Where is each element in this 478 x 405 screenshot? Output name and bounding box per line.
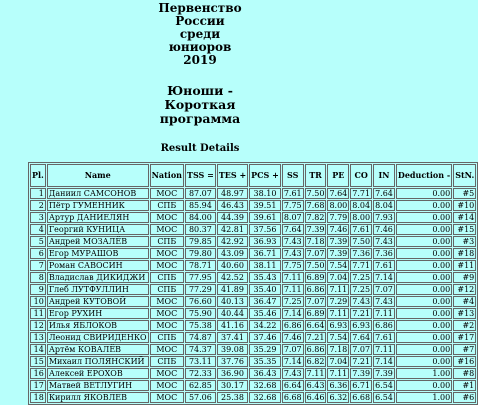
skater-name-cell: Алексей ЕРОХОВ <box>47 368 149 379</box>
table-row <box>30 284 476 295</box>
skater-name-cell: Роман САВОСИН <box>47 260 149 271</box>
in-cell: 7.43 <box>375 297 393 306</box>
place-cell: 7 <box>30 260 46 271</box>
deduction-cell: 0.00 <box>396 284 452 295</box>
tss-cell: 84.00 <box>185 212 216 223</box>
col-start-number-header: StN. <box>453 164 476 187</box>
pe-cell: 7.39 <box>329 249 348 258</box>
tss-cell: 79.85 <box>185 236 216 247</box>
tss-cell: 78.71 <box>185 260 216 271</box>
tr-cell: 7.82 <box>306 213 325 222</box>
tss-cell: 73.11 <box>185 356 216 367</box>
tss-cell: 74.37 <box>185 344 216 355</box>
ss-cell: 7.43 <box>283 249 302 258</box>
co-cell: 7.21 <box>352 357 371 366</box>
deduction-cell: 0.00 <box>396 236 452 247</box>
start-number-cell: #16 <box>453 356 476 367</box>
nation-cell: МОС <box>150 212 184 223</box>
tes-cell: 42.81 <box>217 224 248 235</box>
nation-cell: СПБ <box>150 236 184 247</box>
start-number-cell: #12 <box>453 284 476 295</box>
results-body <box>30 188 476 403</box>
table-row <box>30 188 476 199</box>
pcs-cell: 39.61 <box>249 212 281 223</box>
tr-cell: 6.82 <box>306 357 325 366</box>
pcs-cell: 35.35 <box>249 356 281 367</box>
pe-cell: 7.54 <box>329 261 348 270</box>
tr-cell: 6.86 <box>306 345 325 354</box>
tes-cell: 40.60 <box>217 260 248 271</box>
ss-cell: 7.43 <box>283 237 302 246</box>
skater-name-cell: Даниил САМСОНОВ <box>47 188 149 199</box>
pcs-cell: 37.46 <box>249 332 281 343</box>
pe-cell: 6.36 <box>329 381 348 390</box>
skater-name-cell: Андрей КУТОВОЙ <box>47 296 149 307</box>
in-cell: 6.54 <box>375 381 393 390</box>
co-cell: 7.36 <box>352 249 371 258</box>
nation-cell: МОС <box>150 380 184 391</box>
col-place-header: Pl. <box>30 164 46 187</box>
pcs-cell: 35.40 <box>249 284 281 295</box>
pcs-cell: 36.43 <box>249 368 281 379</box>
skater-name-cell: Пётр ГУМЕННИК <box>47 200 149 211</box>
pcs-cell: 36.47 <box>249 296 281 307</box>
segment-title-line: Короткая <box>164 97 236 112</box>
in-cell: 8.04 <box>375 201 393 210</box>
start-number-cell: #17 <box>453 332 476 343</box>
nation-cell: МОС <box>150 260 184 271</box>
pe-cell: 6.32 <box>329 393 348 402</box>
skater-name-cell: Артём КОВАЛЁВ <box>47 344 149 355</box>
tes-cell: 39.08 <box>217 344 248 355</box>
table-row <box>30 332 476 343</box>
co-cell: 7.07 <box>352 345 371 354</box>
tss-cell: 85.94 <box>185 200 216 211</box>
table-row <box>30 236 476 247</box>
deduction-cell: 0.00 <box>396 200 452 211</box>
start-number-cell: #2 <box>453 320 476 331</box>
place-cell: 11 <box>30 308 46 319</box>
segment-title-line: программа <box>159 111 241 126</box>
start-number-cell: #8 <box>453 368 476 379</box>
tss-cell: 77.95 <box>185 272 216 283</box>
start-number-cell: #13 <box>453 308 476 319</box>
pcs-cell: 34.22 <box>249 320 281 331</box>
co-cell: 7.50 <box>352 237 371 246</box>
deduction-cell: 0.00 <box>396 260 452 271</box>
start-number-cell: #11 <box>453 260 476 271</box>
pe-cell: 7.11 <box>329 309 348 318</box>
tss-cell: 79.80 <box>185 248 216 259</box>
tr-cell: 6.89 <box>306 273 325 282</box>
place-cell: 17 <box>30 380 46 391</box>
start-number-cell: #5 <box>453 188 476 199</box>
ss-cell: 8.07 <box>283 213 302 222</box>
pe-cell: 7.29 <box>329 297 348 306</box>
ss-cell: 7.61 <box>283 189 302 198</box>
event-title-line: 2019 <box>183 53 217 67</box>
tr-cell: 7.39 <box>306 225 325 234</box>
tes-cell: 44.39 <box>217 212 248 223</box>
pcs-cell: 35.43 <box>249 272 281 283</box>
skater-name-cell: Егор МУРАШОВ <box>47 248 149 259</box>
in-cell: 7.14 <box>375 357 393 366</box>
event-title-line: России <box>175 14 225 28</box>
tss-cell: 74.87 <box>185 332 216 343</box>
tes-cell: 41.89 <box>217 284 248 295</box>
skater-name-cell: Михаил ПОЛЯНСКИЙ <box>47 356 149 367</box>
start-number-cell: #9 <box>453 272 476 283</box>
in-cell: 6.54 <box>375 393 393 402</box>
tr-cell: 7.18 <box>306 237 325 246</box>
pcs-cell: 38.10 <box>249 188 281 199</box>
tes-cell: 48.97 <box>217 188 248 199</box>
co-cell: 6.71 <box>352 381 371 390</box>
pcs-cell: 38.11 <box>249 260 281 271</box>
tes-cell: 40.13 <box>217 296 248 307</box>
ss-cell: 7.14 <box>283 357 302 366</box>
ss-cell: 7.43 <box>283 369 302 378</box>
deduction-cell: 0.00 <box>396 272 452 283</box>
nation-cell: СПБ <box>150 356 184 367</box>
in-cell: 7.46 <box>375 225 393 234</box>
tss-cell: 80.37 <box>185 224 216 235</box>
deduction-cell: 0.00 <box>396 224 452 235</box>
tes-cell: 42.52 <box>217 272 248 283</box>
in-cell: 7.11 <box>375 309 393 318</box>
start-number-cell: #18 <box>453 248 476 259</box>
event-title-line: среди <box>179 27 221 41</box>
tes-cell: 25.38 <box>217 392 248 403</box>
table-row <box>30 260 476 271</box>
co-cell: 7.64 <box>352 333 371 342</box>
pcs-cell: 32.68 <box>249 392 281 403</box>
ss-cell: 6.68 <box>283 393 302 402</box>
tss-cell: 77.29 <box>185 284 216 295</box>
place-cell: 4 <box>30 224 46 235</box>
table-row <box>30 308 476 319</box>
deduction-cell: 0.00 <box>396 296 452 307</box>
place-cell: 9 <box>30 284 46 295</box>
event-title-line: Первенство <box>158 1 242 15</box>
start-number-cell: #14 <box>453 212 476 223</box>
place-cell: 6 <box>30 248 46 259</box>
col-tes-header: TES + <box>217 164 248 187</box>
start-number-cell: #6 <box>453 392 476 403</box>
skater-name-cell: Егор РУХИН <box>47 308 149 319</box>
col-pcs-header: PCS + <box>249 164 281 187</box>
skater-name-cell: Владислав ДИКИДЖИ <box>47 272 149 283</box>
in-cell: 7.43 <box>375 237 393 246</box>
place-cell: 8 <box>30 272 46 283</box>
table-row <box>30 368 476 379</box>
start-number-cell: #7 <box>453 344 476 355</box>
col-name-header: Name <box>47 164 149 187</box>
tss-cell: 62.85 <box>185 380 216 391</box>
col-deduction-header: Deduction - <box>396 164 452 187</box>
segment-title <box>0 84 400 126</box>
deduction-cell: 0.00 <box>396 380 452 391</box>
tss-cell: 75.38 <box>185 320 216 331</box>
tr-cell: 7.21 <box>306 333 325 342</box>
nation-cell: СПБ <box>150 284 184 295</box>
skater-name-cell: Георгий КУНИЦА <box>47 224 149 235</box>
pcs-cell: 35.29 <box>249 344 281 355</box>
in-cell: 6.86 <box>375 321 393 330</box>
pe-cell: 6.93 <box>329 321 348 330</box>
place-cell: 2 <box>30 200 46 211</box>
col-pe-header: PE <box>327 164 349 187</box>
table-row <box>30 248 476 259</box>
nation-cell: СПБ <box>150 272 184 283</box>
place-cell: 16 <box>30 368 46 379</box>
table-row <box>30 344 476 355</box>
tr-cell: 6.43 <box>306 381 325 390</box>
skater-name-cell: Леонид СВИРИДЕНКО <box>48 333 147 342</box>
table-row <box>30 272 476 283</box>
deduction-cell: 0.00 <box>396 356 452 367</box>
deduction-cell: 0.00 <box>396 248 452 259</box>
pcs-cell: 37.56 <box>249 224 281 235</box>
pe-cell: 7.54 <box>329 333 348 342</box>
deduction-cell: 0.00 <box>396 332 452 343</box>
col-tr-header: TR <box>305 164 327 187</box>
col-tss-header: TSS = <box>185 164 216 187</box>
deduction-cell: 0.00 <box>396 212 452 223</box>
nation-cell: МОС <box>150 224 184 235</box>
ss-cell: 7.64 <box>283 225 302 234</box>
place-cell: 14 <box>30 344 46 355</box>
in-cell: 7.61 <box>375 261 393 270</box>
pe-cell: 7.39 <box>329 237 348 246</box>
nation-cell: МОС <box>150 368 184 379</box>
place-cell: 5 <box>30 236 46 247</box>
tss-cell: 87.07 <box>185 188 216 199</box>
table-row <box>30 296 476 307</box>
ss-cell: 7.07 <box>283 345 302 354</box>
skater-name-cell: Матвей ВЕТЛУГИН <box>47 380 149 391</box>
table-row <box>30 200 476 211</box>
co-cell: 7.61 <box>352 225 371 234</box>
tss-cell: 57.06 <box>185 392 216 403</box>
col-co-header: CO <box>350 164 372 187</box>
in-cell: 7.39 <box>375 369 393 378</box>
tr-cell: 7.11 <box>306 369 325 378</box>
place-cell: 3 <box>30 212 46 223</box>
place-cell: 10 <box>30 296 46 307</box>
ss-cell: 7.11 <box>283 273 302 282</box>
tes-cell: 42.92 <box>217 236 248 247</box>
deduction-cell: 1.00 <box>396 392 452 403</box>
co-cell: 7.71 <box>352 261 371 270</box>
pe-cell: 7.46 <box>329 225 348 234</box>
in-cell: 7.36 <box>375 249 393 258</box>
pcs-cell: 35.46 <box>249 308 281 319</box>
tes-cell: 36.90 <box>217 368 248 379</box>
start-number-cell: #10 <box>453 200 476 211</box>
in-cell: 7.07 <box>375 285 393 294</box>
header-row <box>30 164 476 187</box>
table-row <box>30 356 476 367</box>
place-cell: 18 <box>30 392 46 403</box>
ss-cell: 7.75 <box>283 201 302 210</box>
pe-cell: 7.11 <box>329 285 348 294</box>
start-number-cell: #4 <box>453 296 476 307</box>
segment-title-line: Юноши - <box>167 83 233 98</box>
tr-cell: 6.86 <box>306 285 325 294</box>
tr-cell: 6.64 <box>306 321 325 330</box>
tss-cell: 72.33 <box>185 368 216 379</box>
tss-cell: 76.60 <box>185 296 216 307</box>
tes-cell: 43.09 <box>217 248 248 259</box>
pe-cell: 7.04 <box>329 357 348 366</box>
col-in-header: IN <box>373 164 395 187</box>
co-cell: 7.21 <box>352 309 371 318</box>
skater-name-cell: Илья ЯБЛОКОВ <box>47 320 149 331</box>
pe-cell: 7.18 <box>329 345 348 354</box>
place-cell: 12 <box>30 320 46 331</box>
nation-cell: СПБ <box>150 332 184 343</box>
in-cell: 7.61 <box>375 333 393 342</box>
nation-cell: МОС <box>150 344 184 355</box>
skater-name-cell: Глеб ЛУТФУЛЛИН <box>47 284 149 295</box>
pe-cell: 7.04 <box>329 273 348 282</box>
nation-cell: МОС <box>150 248 184 259</box>
in-cell: 7.11 <box>375 345 393 354</box>
nation-cell: МОС <box>150 308 184 319</box>
co-cell: 7.43 <box>352 297 371 306</box>
tes-cell: 37.76 <box>217 356 248 367</box>
ss-cell: 7.75 <box>283 261 302 270</box>
in-cell: 7.93 <box>375 213 393 222</box>
co-cell: 6.68 <box>352 393 371 402</box>
deduction-cell: 0.00 <box>396 344 452 355</box>
deduction-cell: 0.00 <box>396 188 452 199</box>
ss-cell: 7.14 <box>283 309 302 318</box>
pcs-cell: 36.71 <box>249 248 281 259</box>
deduction-cell: 0.00 <box>396 308 452 319</box>
tss-cell: 75.90 <box>185 308 216 319</box>
tes-cell: 40.44 <box>217 308 248 319</box>
ss-cell: 6.64 <box>283 381 302 390</box>
pcs-cell: 36.93 <box>249 236 281 247</box>
table-row <box>30 212 476 223</box>
event-title <box>0 2 400 67</box>
nation-cell: МОС <box>150 188 184 199</box>
ss-cell: 6.86 <box>283 321 302 330</box>
co-cell: 7.39 <box>352 369 371 378</box>
skater-name-cell: Артур ДАНИЕЛЯН <box>47 212 149 223</box>
deduction-cell: 0.00 <box>396 320 452 331</box>
ss-cell: 7.25 <box>283 297 302 306</box>
tes-cell: 41.16 <box>217 320 248 331</box>
tr-cell: 7.50 <box>306 261 325 270</box>
in-cell: 7.64 <box>375 189 393 198</box>
co-cell: 7.71 <box>352 189 371 198</box>
skater-name-cell: Кирилл ЯКОВЛЕВ <box>47 392 149 403</box>
deduction-cell: 1.00 <box>396 368 452 379</box>
tr-cell: 7.07 <box>306 297 325 306</box>
tr-cell: 7.68 <box>306 201 325 210</box>
pe-cell: 7.79 <box>329 213 348 222</box>
tr-cell: 6.89 <box>306 309 325 318</box>
table-row <box>30 392 476 403</box>
ss-cell: 7.11 <box>283 285 302 294</box>
pe-cell: 8.00 <box>329 201 348 210</box>
place-cell: 1 <box>30 188 46 199</box>
place-cell: 15 <box>30 356 46 367</box>
start-number-cell: #3 <box>453 236 476 247</box>
col-ss-header: SS <box>282 164 304 187</box>
nation-cell: СПБ <box>150 200 184 211</box>
tes-cell: 46.43 <box>217 200 248 211</box>
result-details-heading: Result Details <box>160 143 240 154</box>
co-cell: 8.04 <box>352 201 371 210</box>
table-row <box>30 224 476 235</box>
start-number-cell: #1 <box>453 380 476 391</box>
pe-cell: 7.64 <box>329 189 348 198</box>
co-cell: 7.25 <box>352 285 371 294</box>
skater-name-cell: Андрей МОЗАЛЁВ <box>47 236 149 247</box>
table-row <box>30 380 476 391</box>
co-cell: 6.93 <box>352 321 371 330</box>
nation-cell: МОС <box>150 320 184 331</box>
nation-cell: МОС <box>150 296 184 307</box>
tes-cell: 37.41 <box>217 332 248 343</box>
tr-cell: 7.50 <box>306 189 325 198</box>
start-number-cell: #15 <box>453 224 476 235</box>
tr-cell: 7.07 <box>306 249 325 258</box>
pe-cell: 7.11 <box>329 369 348 378</box>
nation-cell: МОС <box>150 392 184 403</box>
ss-cell: 7.46 <box>283 333 302 342</box>
col-nation-header: Nation <box>150 164 184 187</box>
co-cell: 7.25 <box>352 273 371 282</box>
in-cell: 7.14 <box>375 273 393 282</box>
event-title-line: юниоров <box>168 40 232 54</box>
table-row <box>30 320 476 331</box>
co-cell: 8.00 <box>352 213 371 222</box>
tes-cell: 30.17 <box>217 380 248 391</box>
tr-cell: 6.46 <box>306 393 325 402</box>
place-cell: 13 <box>30 332 46 343</box>
results-table <box>28 162 478 405</box>
pcs-cell: 32.68 <box>249 380 281 391</box>
pcs-cell: 39.51 <box>249 200 281 211</box>
